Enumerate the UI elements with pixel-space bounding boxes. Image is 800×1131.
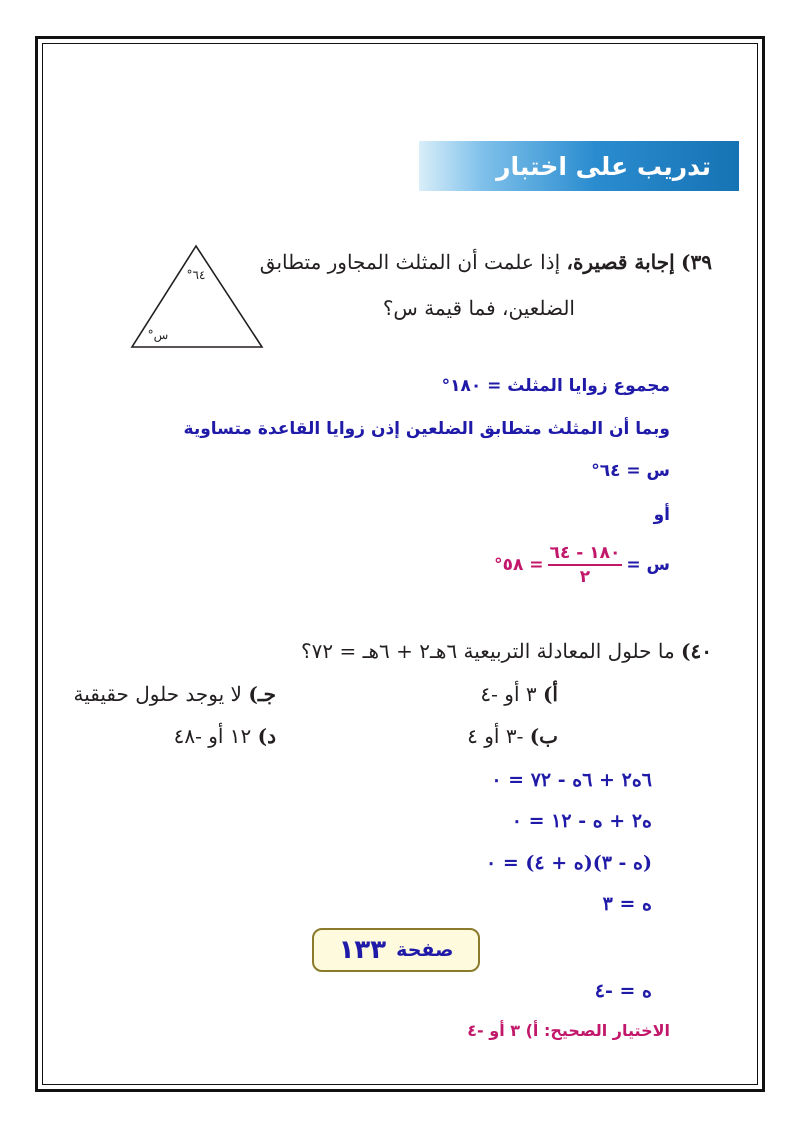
apex-angle-label: ٦٤° <box>186 268 206 282</box>
correct-answer: الاختيار الصحيح: أ) ٣ أو -٤ <box>467 1021 670 1040</box>
option-c-text: لا يوجد حلول حقيقية <box>73 682 242 706</box>
solution-39-line-4: أو <box>653 505 670 525</box>
solution-39-line-2: وبما أن المثلث متطابق الضلعين إذن زوايا القاعدة متساوية <box>183 419 670 439</box>
option-b <box>467 724 558 748</box>
option-c-label: جـ) <box>248 682 276 706</box>
fraction-denominator: ٢ <box>579 567 591 587</box>
question-39-text: إذا علمت أن المثلث المجاور متطابق <box>259 250 561 274</box>
step-4: ه = ٣ <box>602 893 652 915</box>
page-number-badge <box>312 928 480 972</box>
option-b-text: -٣ أو ٤ <box>467 724 524 748</box>
option-d-label: د) <box>257 724 276 748</box>
solution-39-line-3: س = ٦٤° <box>591 461 670 481</box>
option-a-label: أ) <box>542 682 558 706</box>
solution-39-prefix: س = <box>626 555 670 575</box>
option-a <box>480 682 558 706</box>
step-3: (ه - ٣)(ه + ٤) = ٠ <box>486 852 652 874</box>
question-40-number: ٤٠) <box>681 639 712 663</box>
option-a-text: ٣ أو -٤ <box>480 682 537 706</box>
question-39-number: ٣٩) <box>681 250 712 274</box>
page-number: ١٣٣ <box>338 935 387 965</box>
option-d <box>174 724 276 748</box>
step-2: ه٢ + ه - ١٢ = ٠ <box>511 810 652 832</box>
isosceles-triangle-figure <box>128 243 268 353</box>
step-1: ٦ه٢ + ٦ه - ٧٢ = ٠ <box>491 769 652 791</box>
solution-39-line-5 <box>494 543 670 587</box>
question-39-text-2: الضلعين، فما قيمة س؟ <box>382 296 575 320</box>
question-40-text: ما حلول المعادلة التربيعية ٦هـ٢ + ٦هـ = ٧٢؟ <box>301 639 675 663</box>
question-39 <box>260 250 712 274</box>
base-angle-label: س° <box>147 328 169 342</box>
fraction <box>548 543 623 587</box>
solution-39-line-1: مجموع زوايا المثلث = ١٨٠° <box>441 376 670 396</box>
step-5: ه = -٤ <box>594 980 652 1002</box>
option-d-text: ١٢ أو -٤٨ <box>173 724 252 748</box>
solution-39-result: = ٥٨° <box>494 555 544 575</box>
question-39-label: إجابة قصيرة، <box>566 250 675 274</box>
section-banner <box>419 141 739 191</box>
question-40 <box>301 639 712 663</box>
page-label: صفحة <box>396 939 454 961</box>
option-c <box>73 682 276 706</box>
option-b-label: ب) <box>529 724 558 748</box>
section-title: تدريب على اختبار <box>496 151 711 181</box>
fraction-numerator: ١٨٠ - ٦٤ <box>548 543 623 566</box>
